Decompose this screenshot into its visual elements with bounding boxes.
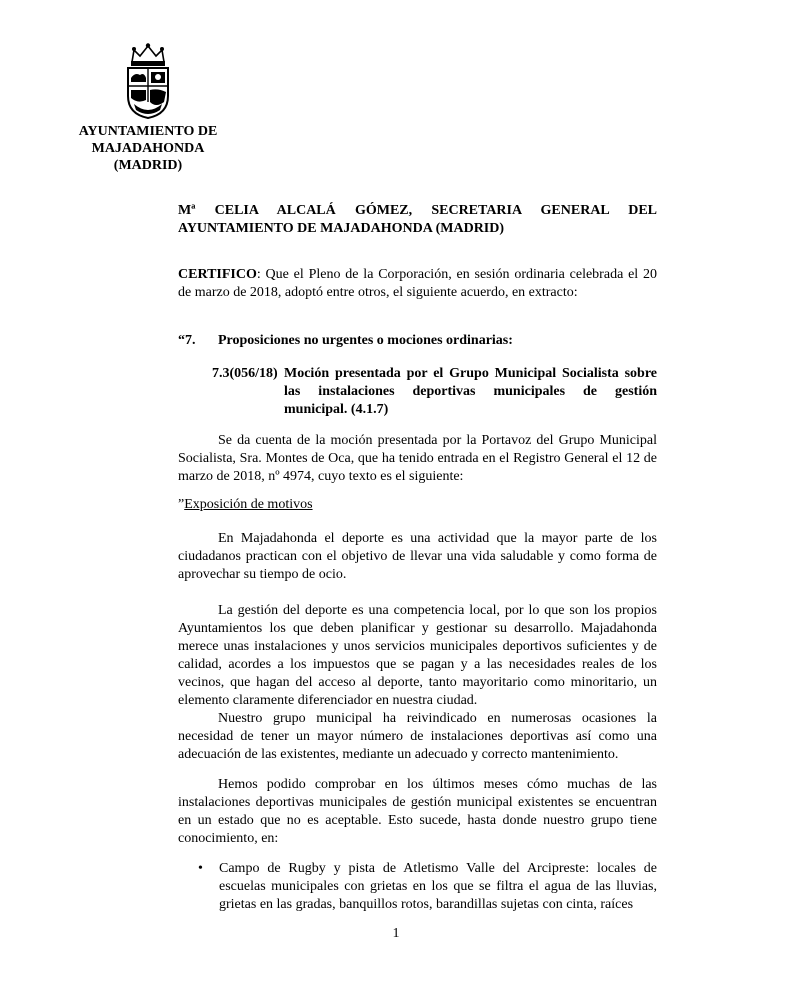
letterhead-line: AYUNTAMIENTO DE [78, 124, 218, 139]
municipality-name [62, 123, 234, 174]
agenda-item-7-3 [212, 365, 657, 419]
intro-paragraph: Se da cuenta de la moción presentada por la Portavoz del Grupo Municipal Socialista, Sra. Montes de Oca, que ha tenido entrada en el Registro General el 12 de marzo de 2018, nº 4974, cuyo texto es el siguiente: [178, 433, 657, 484]
agenda-item-number: “7. [178, 333, 196, 348]
letterhead-line: MAJADAHONDA [91, 141, 205, 156]
agenda-item-7 [178, 332, 657, 350]
heading-line: Mª CELIA ALCALÁ GÓMEZ, SECRETARIA GENERAL DEL [178, 203, 657, 218]
bullet-icon: • [198, 861, 203, 876]
opening-quote: ” [178, 497, 185, 512]
certifico-text: : Que el Pleno de la Corporación, en sesión ordinaria celebrada el 20 de marzo de 2018, adoptó entre otros, el siguiente acuerdo, en extracto: [178, 267, 657, 300]
body-paragraph: Nuestro grupo municipal ha reivindicado en numerosas ocasiones la necesidad de tener un mayor número de instalaciones deportivas así como una adecuación de las existentes, mediante un adecuado y correcto mantenimiento. [178, 711, 657, 762]
heading-line: AYUNTAMIENTO DE MAJADAHONDA (MADRID) [178, 221, 505, 236]
page-number: 1 [392, 926, 400, 941]
section-title-text: Exposición de motivos [184, 497, 313, 512]
section-title [178, 496, 657, 514]
body-paragraph: Hemos podido comprobar en los últimos meses cómo muchas de las instalaciones deportivas municipales de gestión municipal existentes se encuentran en un estado que no es aceptable. Esto sucede, hasta donde nuestro grupo tiene conocimiento, en: [178, 777, 657, 846]
coat-of-arms-icon [120, 42, 176, 120]
agenda-item-number: 7.3(056/18) [212, 366, 278, 381]
body-paragraph: En Majadahonda el deporte es una actividad que la mayor parte de los ciudadanos practican con el objetivo de llevar una vida saludable y como forma de aprovechar su tiempo de ocio. [178, 531, 657, 582]
certifico-paragraph [178, 266, 657, 302]
motion-title-line: Moción presentada por el Grupo Municipal Socialista sobre [284, 366, 657, 381]
certifico-label: CERTIFICO [178, 267, 257, 282]
motion-title-line: las instalaciones deportivas municipales de gestión [284, 384, 657, 399]
list-item-text: Campo de Rugby y pista de Atletismo Valle del Arcipreste: locales de escuelas municipales con grietas en los que se filtra el agua de las lluvias, grietas en las gradas, banquillos rotos, barandillas sujetas con cinta, raíces [219, 861, 657, 912]
agenda-item-title: Proposiciones no urgentes o mociones ordinarias: [218, 333, 513, 348]
secretary-heading [178, 202, 657, 238]
list-item [198, 860, 657, 914]
letterhead-line: (MADRID) [113, 158, 183, 173]
motion-title-line: municipal. (4.1.7) [284, 402, 389, 417]
body-paragraph: La gestión del deporte es una competencia local, por lo que son los propios Ayuntamientos los que deben planificar y gestionar su desarrollo. Majadahonda merece unas instalaciones y unos servicios municipales deportivos suficientes y de calidad, acordes a los impuestos que se pagan y a las necesidades reales de los vecinos, que hagan del acceso al deporte, tanto mayoritario como minoritario, un elemento claramente diferenciador en nuestra ciudad. [178, 603, 657, 708]
